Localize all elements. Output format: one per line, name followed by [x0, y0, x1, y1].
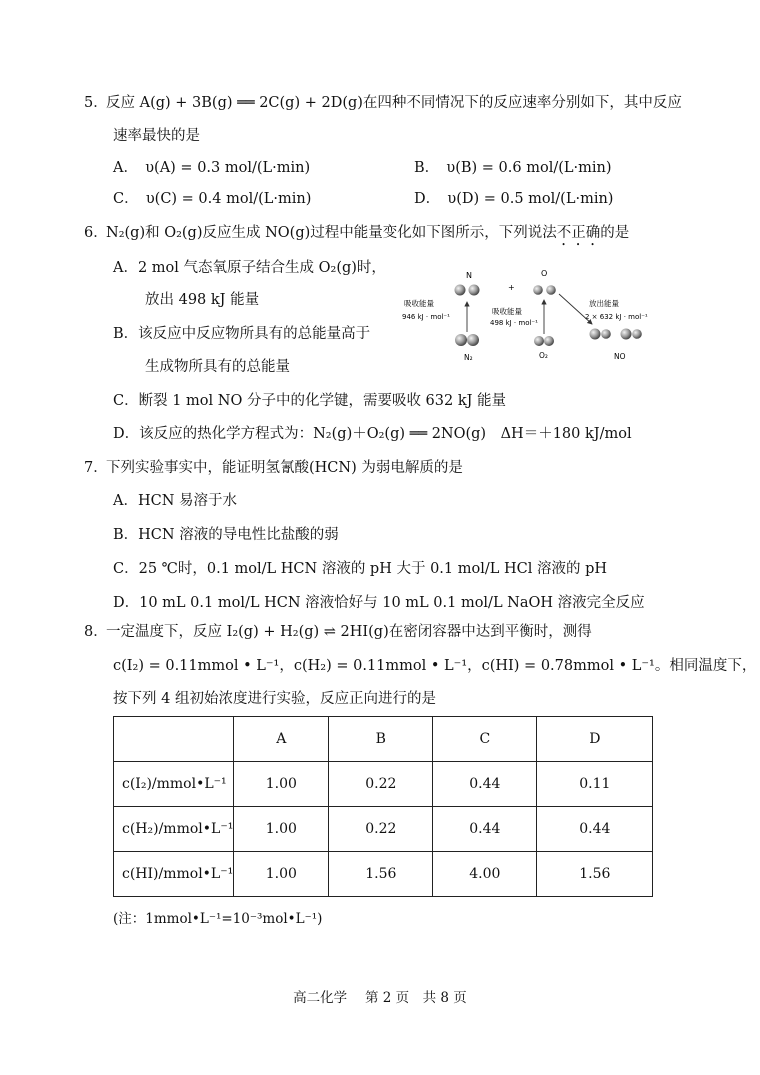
- table-cell: 0.22: [329, 807, 433, 852]
- q6-option-a: A．2 mol 气态氧原子结合生成 O₂(g)时，: [113, 260, 386, 276]
- page-footer: 高二化学 第 2 页 共 8 页: [293, 990, 467, 1006]
- table-row: [114, 762, 653, 807]
- table-corner-cell: [114, 717, 234, 762]
- label-no: NO: [614, 352, 626, 361]
- table-cell: 1.56: [537, 852, 653, 897]
- q6-stem-tail: 的是: [600, 225, 630, 241]
- n-atom-left: [455, 285, 466, 296]
- q6-option-a-cont: 放出 498 kJ 能量: [145, 292, 260, 308]
- table-cell: 1.00: [234, 762, 329, 807]
- n2-atom-left: [455, 334, 467, 346]
- row-label-h2: c(H₂)/mmol•L⁻¹: [114, 807, 234, 852]
- q6-option-b: B．该反应中反应物所具有的总能量高于: [113, 326, 371, 342]
- absorb2-label: 吸收能量: [492, 307, 522, 316]
- q5-stem-cont: 速率最快的是: [113, 128, 200, 144]
- table-row: [114, 807, 653, 852]
- table-header-row: [114, 717, 653, 762]
- q5-option-c: C． υ(C) = 0.4 mol/(L·min): [113, 191, 312, 207]
- table-header-a: A: [234, 717, 329, 762]
- o2-atom-right: [544, 336, 554, 346]
- o-atom-left: [533, 285, 543, 295]
- q5-option-d: D． υ(D) = 0.5 mol/(L·min): [414, 191, 614, 207]
- no1-n-atom: [590, 329, 601, 340]
- q6-stem-head: N₂(g)和 O₂(g)反应生成 NO(g)过程中能量变化如下图所示，下列说法: [106, 225, 557, 241]
- q7-option-d: D．10 mL 0.1 mol/L HCN 溶液恰好与 10 mL 0.1 mol/L NaOH 溶液完全反应: [113, 595, 645, 611]
- q6-option-c: C．断裂 1 mol NO 分子中的化学键，需要吸收 632 kJ 能量: [113, 393, 507, 409]
- q8-stem-concentrations: c(I₂) = 0.11mmol • L⁻¹，c(H₂) = 0.11mmol • L⁻¹，c(HI) = 0.78mmol • L⁻¹。相同温度下，: [113, 658, 757, 674]
- q6-stem: [106, 223, 629, 249]
- q8-stem-cont: 按下列 4 组初始浓度进行实验，反应正向进行的是: [113, 691, 436, 707]
- q7-option-c: C．25 ℃时，0.1 mol/L HCN 溶液的 pH 大于 0.1 mol/L HCl 溶液的 pH: [113, 561, 608, 577]
- q6-stem-emphasis: 不正确: [556, 225, 601, 241]
- q5-number: 5．: [84, 95, 108, 111]
- q8-data-table: [113, 716, 653, 897]
- q5-option-b: B． υ(B) = 0.6 mol/(L·min): [414, 160, 612, 176]
- label-o-atoms: O: [541, 269, 548, 278]
- no2-o-atom: [632, 329, 642, 339]
- release-label: 放出能量: [589, 299, 619, 308]
- table-cell: 1.56: [329, 852, 433, 897]
- row-label-i2: c(I₂)/mmol•L⁻¹: [114, 762, 234, 807]
- q6-option-b-cont: 生成物所具有的总能量: [145, 359, 290, 375]
- table-header-c: C: [433, 717, 537, 762]
- release-value: 2 × 632 kJ · mol⁻¹: [585, 313, 648, 321]
- table-cell: 1.00: [234, 852, 329, 897]
- q6-option-d: D．该反应的热化学方程式为：N₂(g)＋O₂(g) ══ 2NO(g) ΔH＝＋180 kJ/mol: [113, 426, 632, 442]
- table-cell: 4.00: [433, 852, 537, 897]
- absorb1-value: 946 kJ · mol⁻¹: [402, 313, 450, 321]
- plus-sign: +: [508, 283, 515, 292]
- label-o2: O₂: [539, 351, 548, 360]
- q7-option-a: A．HCN 易溶于水: [113, 493, 238, 509]
- energy-diagram: [396, 262, 666, 372]
- table-row: [114, 852, 653, 897]
- table-cell: 0.44: [433, 762, 537, 807]
- table-header-d: D: [537, 717, 653, 762]
- absorb1-label: 吸收能量: [404, 299, 434, 308]
- label-n-atoms: N: [466, 271, 472, 280]
- table-cell: 0.22: [329, 762, 433, 807]
- no1-o-atom: [601, 329, 611, 339]
- q8-note: (注：1mmol•L⁻¹=10⁻³mol•L⁻¹): [113, 911, 323, 927]
- q8-stem: 一定温度下，反应 I₂(g) + H₂(g) ⇌ 2HI(g)在密闭容器中达到平衡时，测得: [106, 624, 592, 640]
- table-cell: 0.44: [537, 807, 653, 852]
- table-cell: 1.00: [234, 807, 329, 852]
- table-header-b: B: [329, 717, 433, 762]
- label-n2: N₂: [464, 353, 473, 362]
- q7-stem: 下列实验事实中，能证明氢氰酸(HCN) 为弱电解质的是: [106, 460, 463, 476]
- q8-number: 8．: [84, 624, 108, 640]
- o-atom-right: [546, 285, 556, 295]
- absorb2-value: 498 kJ · mol⁻¹: [490, 319, 538, 327]
- q5-option-a: A． υ(A) = 0.3 mol/(L·min): [113, 160, 311, 176]
- table-cell: 0.11: [537, 762, 653, 807]
- q7-option-b: B．HCN 溶液的导电性比盐酸的弱: [113, 527, 339, 543]
- table-cell: 0.44: [433, 807, 537, 852]
- no2-n-atom: [621, 329, 632, 340]
- q7-number: 7．: [84, 460, 108, 476]
- row-label-hi: c(HI)/mmol•L⁻¹: [114, 852, 234, 897]
- o2-atom-left: [534, 336, 544, 346]
- q6-number: 6．: [84, 225, 108, 241]
- n-atom-right: [469, 285, 480, 296]
- n2-atom-right: [467, 334, 479, 346]
- q5-stem: 反应 A(g) + 3B(g) ══ 2C(g) + 2D(g)在四种不同情况下的反应速率分别如下，其中反应: [106, 95, 682, 111]
